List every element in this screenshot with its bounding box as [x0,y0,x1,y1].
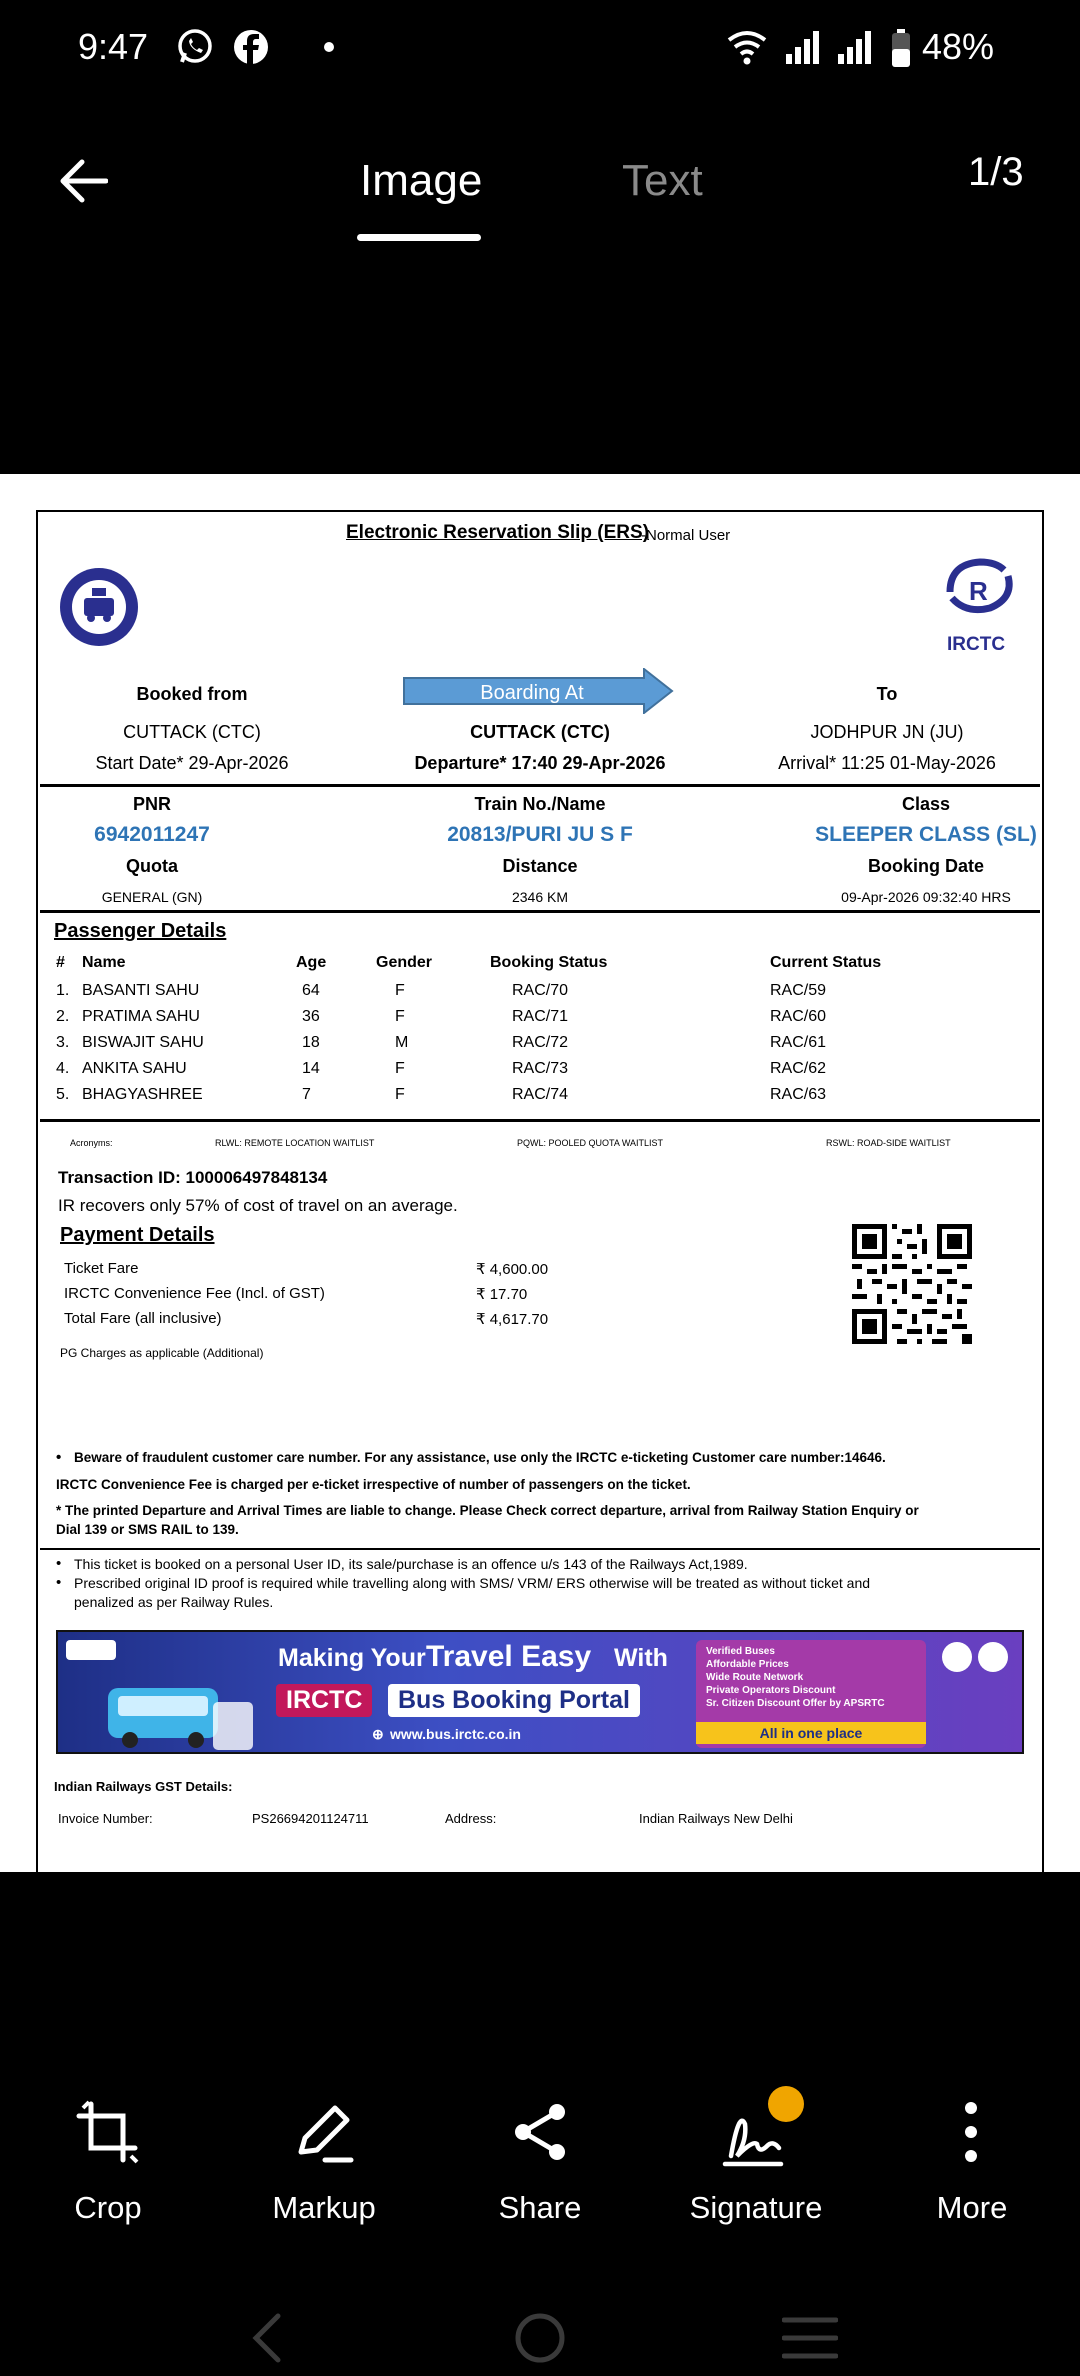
distance-value: 2346 KM [511,889,569,905]
system-nav-bar [0,2260,1080,2376]
bullet: • [56,1449,62,1466]
arrival-time: Arrival* 11:25 01-May-2026 [778,753,996,773]
invoice-label: Invoice Number: [58,1811,153,1826]
passenger-name: BHAGYASHREE [82,1086,203,1103]
col-number: # [56,954,65,971]
train-label: Train No./Name [474,794,606,814]
booking-date-value: 09-Apr-2026 09:32:40 HRS [841,889,1011,905]
from-station: CUTTACK (CTC) [123,722,261,742]
signal-icon-2 [836,28,874,71]
banner-feature: Wide Route Network [706,1672,804,1683]
irctc-logo [936,554,1022,629]
nav-back-button[interactable] [248,2312,288,2369]
col-current-status: Current Status [770,954,882,971]
fare-label: Total Fare (all inclusive) [64,1310,222,1327]
home-circle-icon [514,2312,566,2364]
signature-button[interactable] [692,2100,822,2175]
passenger-number: 5. [56,1086,70,1103]
bus-booking-banner[interactable] [56,1630,1024,1754]
banner-line1c: With [614,1644,668,1672]
to-label: To [876,684,898,704]
battery-percent: 48% [922,26,995,67]
quota-label: Quota [126,856,178,876]
to-station: JODHPUR JN (JU) [810,722,964,742]
banner-cta: All in one place [696,1722,926,1744]
passenger-gender: F [395,1060,405,1077]
passenger-number: 4. [56,1060,70,1077]
fare-value: ₹ 4,600.00 [476,1261,549,1278]
passenger-age: 64 [302,982,320,999]
start-date: Start Date* 29-Apr-2026 [95,753,289,773]
arrow-left-icon [58,158,108,204]
battery-icon [890,28,912,73]
acronym-pqwl: PQWL: POOLED QUOTA WAITLIST [517,1138,664,1148]
boarding-station: CUTTACK (CTC) [470,722,610,742]
notice-convenience-fee: IRCTC Convenience Fee is charged per e-ticket irrespective of number of passengers on the ticket. [56,1477,691,1492]
banner-features-panel [696,1640,926,1748]
fare-label: IRCTC Convenience Fee (Incl. of GST) [64,1285,325,1302]
col-name: Name [82,954,126,971]
passenger-gender: F [395,1086,405,1103]
pnr-value: 6942011247 [94,823,210,846]
banner-line1a: Making Your [278,1644,426,1672]
banner-line1b: Travel Easy [426,1640,592,1673]
notice-times: * The printed Departure and Arrival Times are liable to change. Please Check correct departure, arrival from Railway Station Enquiry or [56,1503,919,1518]
boarding-at-label: Boarding At [480,682,584,704]
qr-code [852,1224,972,1349]
passenger-current-status: RAC/60 [770,1008,827,1025]
crop-button[interactable] [42,2100,172,2169]
partner-logo-icon-2 [978,1642,1008,1672]
rule-id-proof-2: penalized as per Railway Rules. [74,1594,274,1610]
rule-personal-id: This ticket is booked on a personal User ID, its sale/purchase is an offence u/s 143 of the Railways Act,1989. [74,1556,748,1572]
class-value: SLEEPER CLASS (SL) [815,823,1037,846]
divider [40,784,1040,787]
passenger-age: 18 [302,1034,320,1051]
address-value: Indian Railways New Delhi [639,1811,793,1826]
globe-icon: ⊕ [372,1726,384,1742]
invoice-number: PS26694201124711 [252,1811,369,1826]
share-label[interactable]: Share [498,2190,582,2225]
passenger-booking-status: RAC/72 [512,1034,569,1051]
ticket-title-suffix: -Normal User [641,527,731,544]
facebook-icon [232,28,270,71]
back-button[interactable] [58,158,108,209]
recents-lines-icon [782,2316,838,2360]
bullet: • [56,1574,62,1591]
banner-portal: Bus Booking Portal [388,1684,640,1717]
passenger-name: ANKITA SAHU [82,1060,187,1077]
quota-value: GENERAL (GN) [101,889,203,905]
ticket-image[interactable] [0,474,1080,1872]
bus-icon [88,1672,268,1754]
col-age: Age [296,954,327,971]
tab-text[interactable]: Text [622,156,703,205]
fare-value: ₹ 4,617.70 [476,1311,549,1328]
passenger-booking-status: RAC/74 [512,1086,569,1103]
nav-recents-button[interactable] [782,2316,838,2365]
pg-charges-note: PG Charges as applicable (Additional) [60,1346,264,1360]
markup-button[interactable] [258,2100,388,2169]
irctc-logo-text: IRCTC [947,634,1006,655]
passenger-age: 36 [302,1008,320,1025]
passenger-gender: M [395,1034,409,1051]
passenger-current-status: RAC/61 [770,1034,827,1051]
pnr-label: PNR [132,794,172,814]
acronym-rswl: RSWL: ROAD-SIDE WAITLIST [826,1138,951,1148]
status-bar [0,0,1080,96]
passenger-booking-status: RAC/71 [512,1008,569,1025]
rule-id-proof: Prescribed original ID proof is required while travelling along with SMS/ VRM/ ERS otherwise will be treated as without ticket and [74,1575,871,1591]
passenger-number: 1. [56,982,70,999]
booking-date-label: Booking Date [867,856,985,876]
premium-crown-icon [768,2086,804,2122]
train-value: 20813/PURI JU S F [447,823,633,846]
passenger-details-heading: Passenger Details [54,920,227,942]
banner-feature: Affordable Prices [706,1659,789,1670]
whatsapp-icon [176,28,214,71]
passenger-gender: F [395,1008,405,1025]
page-counter: 1/3 [968,150,1024,194]
passenger-booking-status: RAC/70 [512,982,569,999]
svg-text:R: R [969,576,988,606]
signature-label[interactable]: Signature [689,2190,823,2225]
banner-feature: Sr. Citizen Discount Offer by APSRTC [706,1698,885,1709]
notice-customer-care: Beware of fraudulent customer care number. For any assistance, use only the IRCTC e-ticketing Customer care number:14646. [74,1450,886,1465]
tab-image[interactable]: Image [360,156,483,205]
more-label[interactable]: More [936,2190,1008,2225]
col-gender: Gender [376,954,433,971]
pen-icon [291,2100,355,2164]
passenger-current-status: RAC/59 [770,982,827,999]
ir-note: IR recovers only 57% of cost of travel on an average. [58,1196,458,1215]
distance-label: Distance [502,856,578,876]
address-label: Address: [445,1811,497,1826]
passenger-age: 14 [302,1060,320,1077]
acronyms-label: Acronyms: [70,1138,113,1148]
crop-icon [75,2100,139,2164]
passenger-name: BASANTI SAHU [82,982,200,999]
transaction-id: Transaction ID: 100006497848134 [58,1168,328,1187]
notification-dot [324,42,334,52]
passenger-gender: F [395,982,405,999]
divider [40,1548,1040,1550]
more-button[interactable] [906,2100,1036,2169]
acronym-rlwl: RLWL: REMOTE LOCATION WAITLIST [215,1138,375,1148]
fare-value: ₹ 17.70 [476,1286,528,1303]
share-button[interactable] [476,2100,606,2169]
ticket-title: Electronic Reservation Slip (ERS) [346,522,650,543]
divider [40,1119,1040,1122]
passenger-current-status: RAC/63 [770,1086,827,1103]
departure-time: Departure* 17:40 29-Apr-2026 [414,753,666,773]
divider [40,910,1040,913]
crop-label[interactable]: Crop [74,2190,142,2225]
passenger-number: 3. [56,1034,70,1051]
irctc-mini-logo [66,1640,116,1660]
share-icon [509,2100,573,2164]
booked-from-label: Booked from [136,684,248,704]
bullet: • [56,1555,62,1572]
notice-times-2: Dial 139 or SMS RAIL to 139. [56,1522,239,1537]
passenger-name: PRATIMA SAHU [82,1008,200,1025]
nav-home-button[interactable] [514,2312,566,2369]
wifi-icon [726,28,768,71]
gst-heading: Indian Railways GST Details: [54,1779,233,1794]
passenger-booking-status: RAC/73 [512,1060,569,1077]
col-booking-status: Booking Status [490,954,608,971]
banner-feature: Private Operators Discount [706,1685,836,1696]
banner-url: www.bus.irctc.co.in [390,1726,521,1742]
tab-indicator [357,234,481,241]
partner-logo-icon [942,1642,972,1672]
class-label: Class [901,794,951,814]
passenger-name: BISWAJIT SAHU [82,1034,204,1051]
banner-brand: IRCTC [276,1684,372,1717]
signal-icon [784,28,822,71]
indian-railways-logo [58,566,140,653]
chevron-left-icon [248,2312,288,2364]
passenger-current-status: RAC/62 [770,1060,827,1077]
more-vertical-icon [939,2100,1003,2164]
passenger-number: 2. [56,1008,70,1025]
status-time: 9:47 [78,26,149,67]
banner-feature: Verified Buses [706,1646,775,1657]
fare-label: Ticket Fare [64,1260,139,1277]
payment-details-heading: Payment Details [60,1224,215,1246]
markup-label[interactable]: Markup [272,2190,376,2225]
passenger-age: 7 [302,1086,311,1103]
